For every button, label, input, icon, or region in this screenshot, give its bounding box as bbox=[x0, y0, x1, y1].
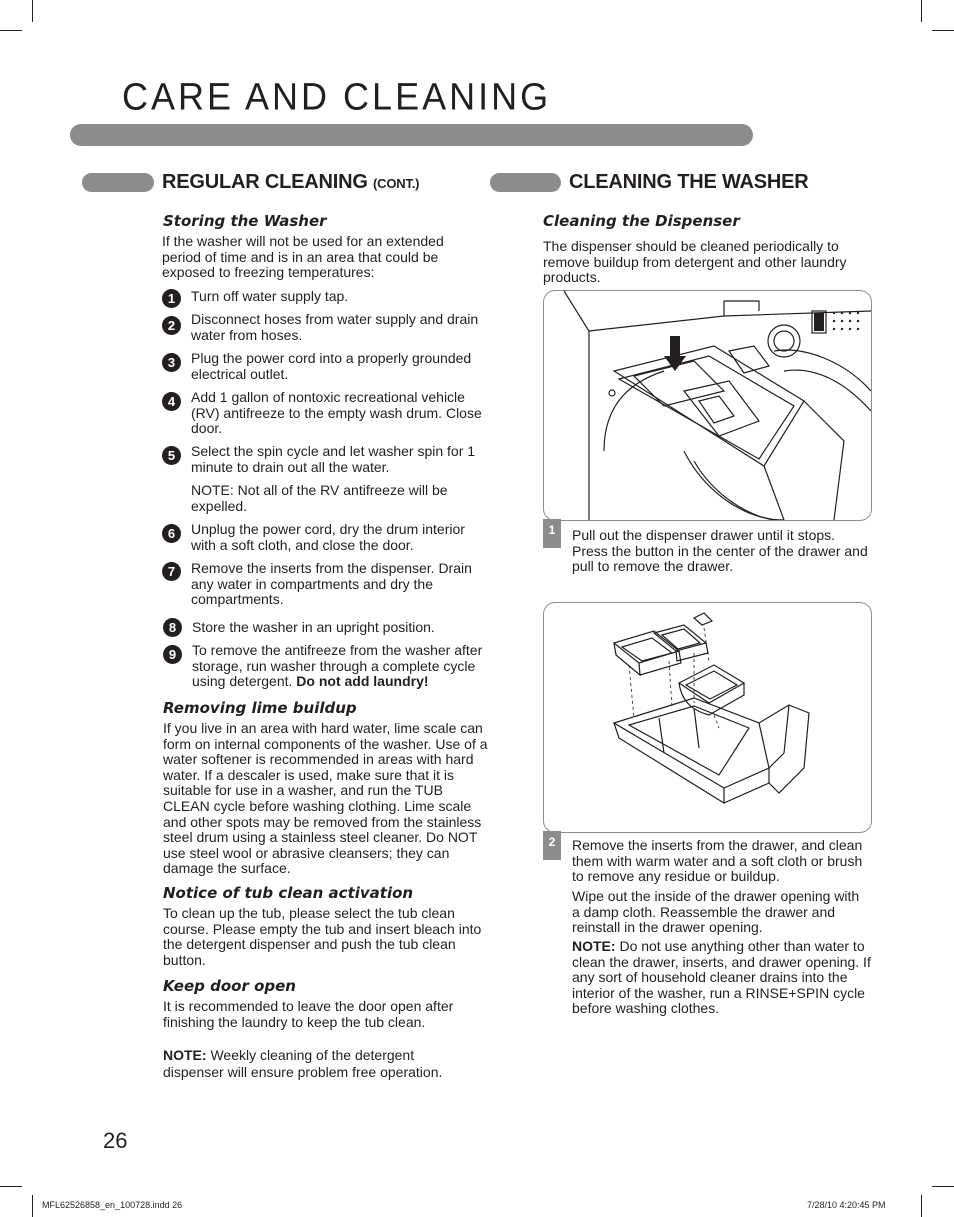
footer-timestamp: 7/28/10 4:20:45 PM bbox=[807, 1200, 886, 1210]
fig2-text-1: Remove the inserts from the drawer, and clean them with warm water and a soft cloth or brush to remove any residue or buildup. bbox=[572, 837, 863, 885]
heading-cont: (CONT.) bbox=[373, 176, 420, 191]
step-text: Store the washer in an upright position. bbox=[192, 619, 435, 635]
crop-mark bbox=[0, 30, 22, 31]
step-number: 7 bbox=[162, 562, 181, 581]
crop-mark bbox=[932, 1186, 954, 1187]
step-number: 9 bbox=[163, 645, 182, 664]
tubclean-text: To clean up the tub, please select the tub clean course. Please empty the tub and insert bleach into the detergent dispenser and push the tub clean button. bbox=[163, 905, 482, 968]
fig1-text: Pull out the dispenser drawer until it stops. Press the button in the center of the drawer and pull to remove the drawer. bbox=[572, 527, 868, 575]
step-text: Unplug the power cord, dry the drum interior with a soft cloth, and close the door. bbox=[191, 521, 465, 553]
step-note: NOTE: Not all of the RV antifreeze will be expelled. bbox=[191, 482, 448, 514]
step-text: Add 1 gallon of nontoxic recreational vehicle (RV) antifreeze to the empty wash drum. Close door. bbox=[191, 389, 482, 437]
cleaning-washer-heading: CLEANING THE WASHER bbox=[569, 171, 809, 193]
step-number: 3 bbox=[162, 353, 181, 372]
dispenser-intro: The dispenser should be cleaned periodically to remove buildup from detergent and other laundry products. bbox=[543, 238, 847, 286]
step-text: Remove the inserts from the dispenser. Drain any water in compartments and dry the compartments. bbox=[191, 560, 472, 608]
crop-mark bbox=[932, 30, 954, 31]
door-title: Keep door open bbox=[163, 977, 296, 995]
step-number: 2 bbox=[162, 316, 181, 335]
title-bar bbox=[70, 124, 753, 146]
page-title: CARE AND CLEANING bbox=[122, 74, 552, 118]
note-label: NOTE: bbox=[572, 938, 616, 954]
regular-cleaning-heading bbox=[162, 171, 419, 194]
lime-text: If you live in an area with hard water, lime scale can form on internal components of the washer. Use of a water softener is recommended in areas with hard water. If a descaler is used, make sure that it is suitable for use in a washer, and run the TUB CLEAN cycle before washing clothing. Lime scale and other spots may be removed from the stainless steel drum using a stainless steel cleaner. Do NOT use steel wool or abrasive cleansers; they can damage the surface. bbox=[163, 720, 488, 877]
section-pill bbox=[82, 173, 154, 192]
step-text-plain: To remove the antifreeze from the washer after storage, run washer through a complete cycle using detergent. bbox=[192, 642, 483, 690]
crop-mark bbox=[921, 0, 922, 22]
crop-mark bbox=[0, 1186, 22, 1187]
section-pill bbox=[490, 173, 561, 192]
step-text bbox=[192, 643, 492, 690]
weekly-note bbox=[163, 1047, 468, 1081]
dispenser-title: Cleaning the Dispenser bbox=[543, 212, 740, 230]
page-number: 26 bbox=[103, 1128, 128, 1153]
tubclean-title: Notice of tub clean activation bbox=[163, 884, 414, 902]
dispenser-drawer-illustration bbox=[543, 290, 872, 521]
step-text: Turn off water supply tap. bbox=[191, 288, 349, 304]
figure-tab: 2 bbox=[543, 831, 561, 860]
crop-mark bbox=[32, 1195, 33, 1217]
fig2-text-2: Wipe out the inside of the drawer opening with a damp cloth. Reassemble the drawer and reinstall in the drawer opening. bbox=[572, 888, 860, 936]
lime-title: Removing lime buildup bbox=[163, 699, 357, 717]
step-number: 1 bbox=[162, 289, 181, 308]
fig2-note bbox=[572, 939, 872, 1017]
footer-file: MFL62526858_en_100728.indd 26 bbox=[42, 1200, 183, 1210]
step-number: 6 bbox=[162, 524, 181, 543]
storing-title: Storing the Washer bbox=[163, 212, 327, 230]
crop-mark bbox=[921, 1195, 922, 1217]
step-text: Disconnect hoses from water supply and drain water from hoses. bbox=[191, 311, 479, 343]
step-text-bold: Do not add laundry! bbox=[296, 673, 429, 690]
door-text: It is recommended to leave the door open after finishing the laundry to keep the tub clean. bbox=[163, 998, 454, 1030]
storing-intro: If the washer will not be used for an extended period of time and is in an area that could be exposed to freezing temperatures: bbox=[162, 233, 444, 281]
note-text: Weekly cleaning of the detergent dispenser will ensure problem free operation. bbox=[163, 1047, 443, 1080]
step-text: Select the spin cycle and let washer spin for 1 minute to drain out all the water. bbox=[191, 443, 476, 475]
figure-tab: 1 bbox=[543, 519, 561, 548]
note-label: NOTE: bbox=[163, 1047, 207, 1063]
step-text: Plug the power cord into a properly grounded electrical outlet. bbox=[191, 350, 472, 382]
dispenser-inserts-illustration bbox=[543, 602, 872, 833]
crop-mark bbox=[32, 0, 33, 22]
step-number: 4 bbox=[162, 392, 181, 411]
heading-text: REGULAR CLEANING bbox=[162, 171, 368, 193]
step-number: 5 bbox=[162, 446, 181, 465]
step-number: 8 bbox=[163, 618, 182, 637]
note-text: Do not use anything other than water to clean the drawer, inserts, and drawer opening. If any sort of household cleaner drains into the interior of the washer, run a RINSE+SPIN cycle before washing clothes. bbox=[572, 938, 871, 1017]
